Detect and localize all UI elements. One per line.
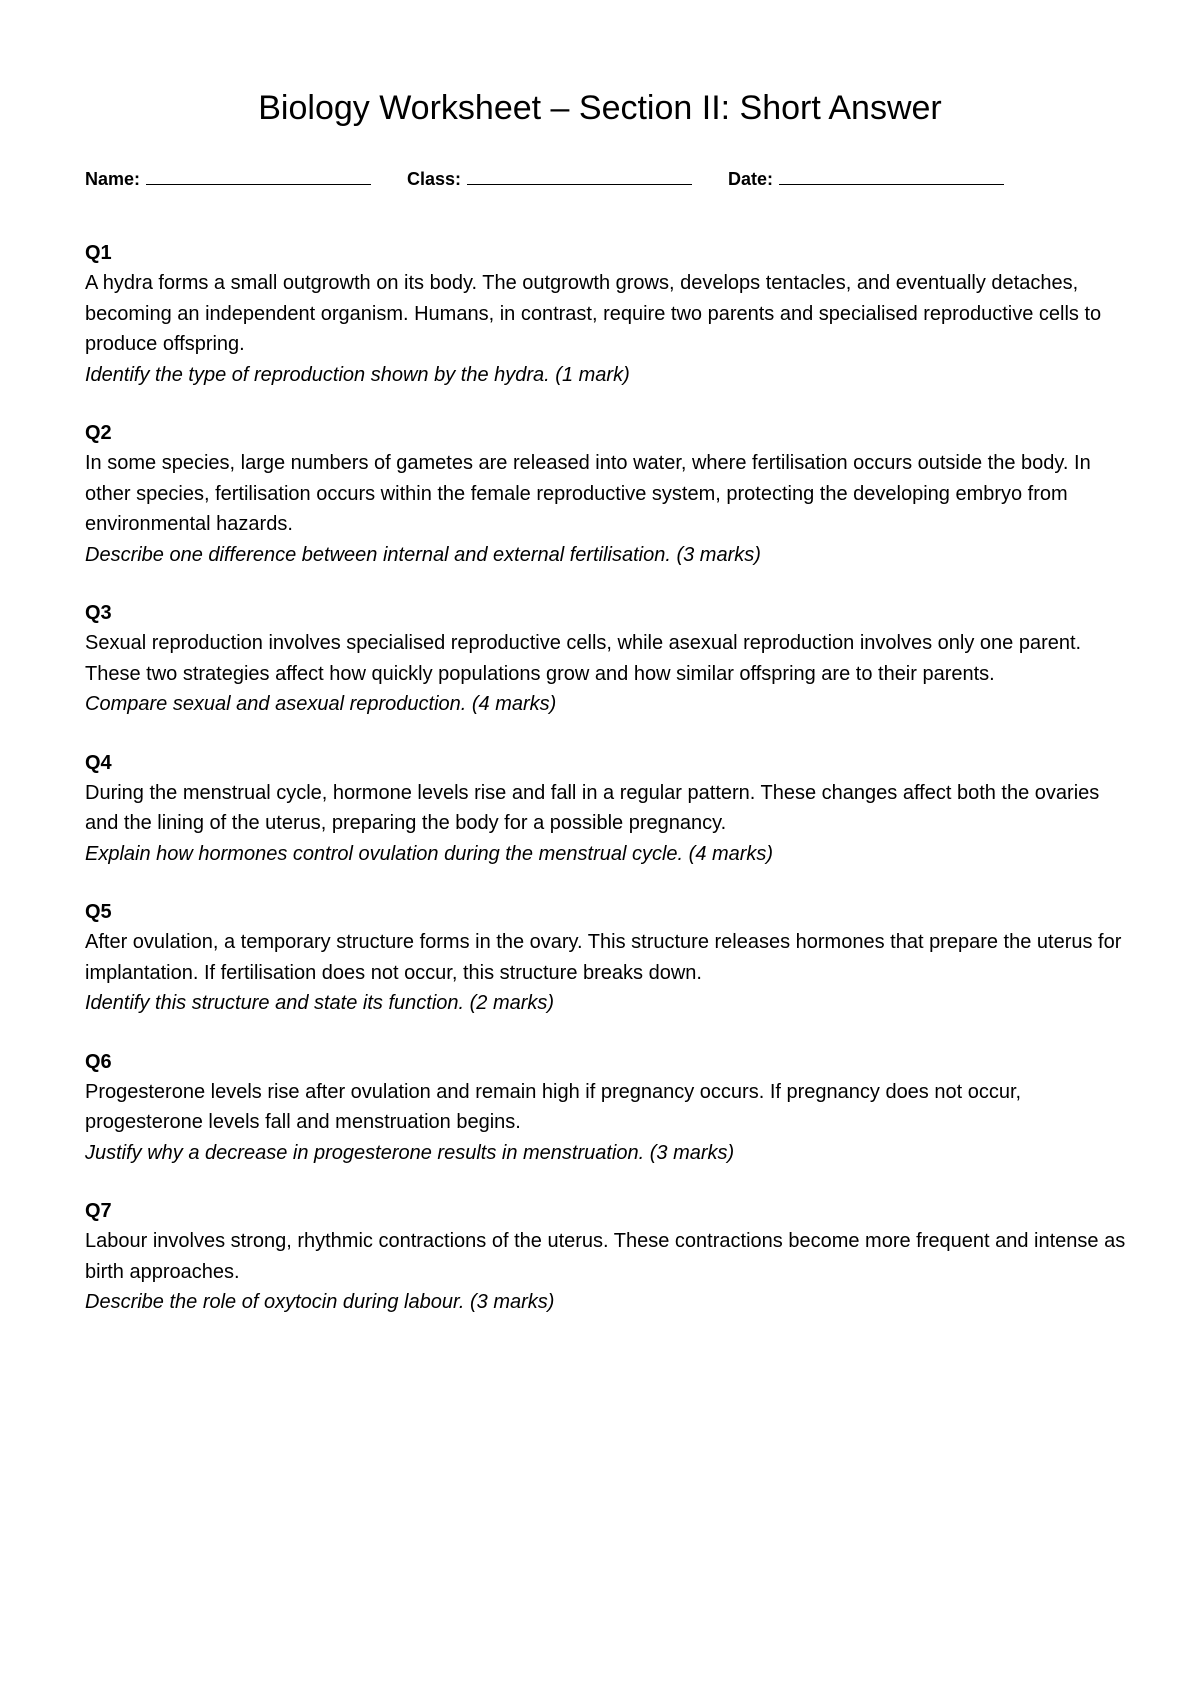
question-task: Compare sexual and asexual reproduction. (4 marks) xyxy=(85,693,557,715)
question-label: Q1 xyxy=(85,242,112,264)
question-label: Q5 xyxy=(85,901,112,923)
question-label: Q6 xyxy=(85,1050,112,1073)
student-info-row xyxy=(85,166,1115,190)
date-field xyxy=(728,166,1004,190)
question-label: Q3 xyxy=(85,602,112,624)
date-label: Date: xyxy=(728,169,774,189)
class-label: Class: xyxy=(407,169,462,189)
name-field xyxy=(85,166,371,190)
question-3 xyxy=(85,598,1135,720)
name-blank-line[interactable] xyxy=(146,166,371,185)
name-label: Name: xyxy=(85,169,141,189)
question-5 xyxy=(85,897,1135,1019)
question-stimulus: In some species, large numbers of gametes are released into water, where fertilisation occurs outside the body. In other species, fertilisation occurs within the female reproductive system, protecting the developing embryo from environmental hazards. xyxy=(85,452,1091,535)
question-list xyxy=(85,238,1135,1346)
question-task: Describe the role of oxytocin during labour. (3 marks) xyxy=(85,1291,555,1313)
question-task: Explain how hormones control ovulation during the menstrual cycle. (4 marks) xyxy=(85,842,774,865)
question-task: Identify the type of reproduction shown by the hydra. (1 mark) xyxy=(85,363,630,386)
question-4 xyxy=(85,748,1135,870)
question-stimulus: After ovulation, a temporary structure forms in the ovary. This structure releases hormones that prepare the uterus for implantation. If fertilisation does not occur, this structure breaks down. xyxy=(85,931,1122,984)
question-label: Q7 xyxy=(85,1200,112,1222)
question-1 xyxy=(85,238,1135,390)
question-stimulus: Progesterone levels rise after ovulation and remain high if pregnancy occurs. If pregnancy does not occur, progesterone levels fall and menstruation begins. xyxy=(85,1080,1022,1133)
question-stimulus: Labour involves strong, rhythmic contractions of the uterus. These contractions become more frequent and intense as birth approaches. xyxy=(85,1230,1126,1283)
class-blank-line[interactable] xyxy=(467,166,692,185)
question-2 xyxy=(85,418,1135,570)
question-label: Q2 xyxy=(85,422,112,444)
question-task: Identify this structure and state its function. (2 marks) xyxy=(85,992,555,1014)
class-field xyxy=(407,166,692,190)
question-7 xyxy=(85,1196,1135,1318)
question-label: Q4 xyxy=(85,751,112,774)
date-blank-line[interactable] xyxy=(779,166,1004,185)
question-stimulus: A hydra forms a small outgrowth on its body. The outgrowth grows, develops tentacles, and eventually detaches, becoming an independent organism. Humans, in contrast, require two parents and specialised reproductive cells to produce offspring. xyxy=(85,272,1102,355)
question-stimulus: Sexual reproduction involves specialised reproductive cells, while asexual reproduction involves only one parent. These two strategies affect how quickly populations grow and how similar offspring are to their parents. xyxy=(85,632,1082,685)
question-stimulus: During the menstrual cycle, hormone levels rise and fall in a regular pattern. These changes affect both the ovaries and the lining of the uterus, preparing the body for a possible pregnancy. xyxy=(85,781,1100,834)
question-task: Describe one difference between internal and external fertilisation. (3 marks) xyxy=(85,543,761,566)
question-task: Justify why a decrease in progesterone results in menstruation. (3 marks) xyxy=(85,1141,735,1164)
question-6 xyxy=(85,1047,1135,1169)
page-title: Biology Worksheet – Section II: Short Answer xyxy=(258,89,942,127)
